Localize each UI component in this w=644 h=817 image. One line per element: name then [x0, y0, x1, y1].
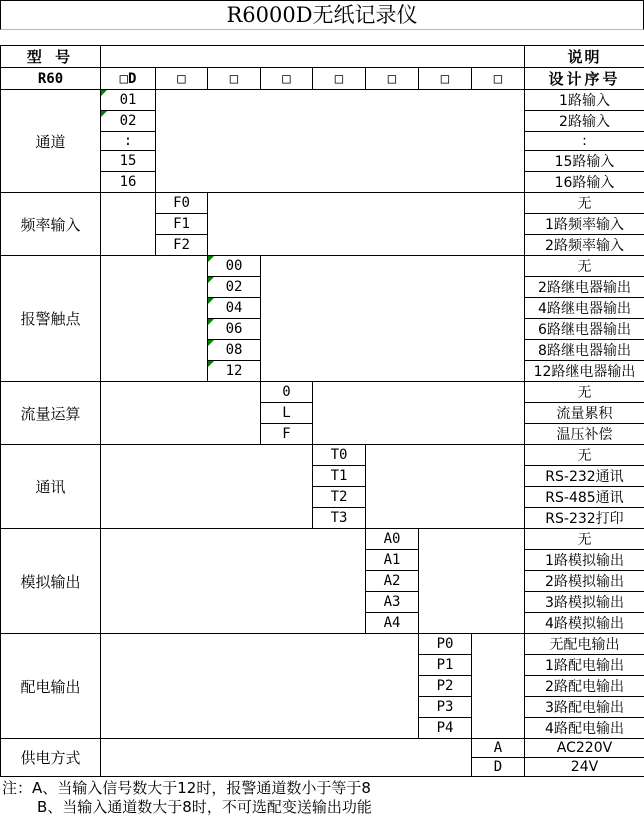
- option-code: F: [261, 424, 313, 445]
- option-code: P2: [419, 676, 472, 697]
- gap-cell: [101, 529, 366, 634]
- option-desc: 2路继电器输出: [525, 277, 644, 298]
- gap-cell: [313, 382, 525, 445]
- model-selection-table: [0, 45, 644, 777]
- option-desc: 3路模拟输出: [525, 592, 644, 613]
- option-code: D: [472, 758, 525, 777]
- description-header-label: 说明: [525, 46, 644, 68]
- option-code: P3: [419, 697, 472, 718]
- option-desc: 2路模拟输出: [525, 571, 644, 592]
- option-desc: 4路配电输出: [525, 718, 644, 739]
- section-label: 报警触点: [1, 256, 101, 382]
- gap-cell: [366, 445, 525, 529]
- option-code: F0: [156, 193, 208, 214]
- option-desc: :: [525, 132, 644, 151]
- option-code: 06: [208, 319, 261, 340]
- option-code: P1: [419, 655, 472, 676]
- section-row: [1, 382, 644, 403]
- option-desc: 流量累积: [525, 403, 644, 424]
- code-placeholder: □D: [101, 68, 156, 90]
- option-desc: 1路模拟输出: [525, 550, 644, 571]
- section-row: [1, 634, 644, 655]
- option-desc: 12路继电器输出: [525, 361, 644, 382]
- option-code: F1: [156, 214, 208, 235]
- option-desc: AC220V: [525, 739, 644, 758]
- model-code-row: [1, 68, 644, 90]
- gap-cell: [101, 634, 419, 739]
- code-placeholder: □: [261, 68, 313, 90]
- option-code: 0: [261, 382, 313, 403]
- option-code: A: [472, 739, 525, 758]
- option-code: A3: [366, 592, 419, 613]
- option-desc: 6路继电器输出: [525, 319, 644, 340]
- option-code: A1: [366, 550, 419, 571]
- option-desc: 15路输入: [525, 151, 644, 172]
- option-desc: RS-232通讯: [525, 466, 644, 487]
- model-header-label: 型 号: [1, 46, 101, 68]
- section-row: [1, 739, 644, 758]
- code-placeholder: □: [419, 68, 472, 90]
- section-row: [1, 529, 644, 550]
- section-label: 流量运算: [1, 382, 101, 445]
- gap-cell: [156, 90, 525, 193]
- option-desc: RS-232打印: [525, 508, 644, 529]
- footnotes: [0, 777, 644, 817]
- option-desc: 2路频率输入: [525, 235, 644, 256]
- option-code: F2: [156, 235, 208, 256]
- option-desc: 4路模拟输出: [525, 613, 644, 634]
- gap-cell: [101, 739, 472, 777]
- option-code: 04: [208, 298, 261, 319]
- section-label: 频率输入: [1, 193, 101, 256]
- option-desc: 1路频率输入: [525, 214, 644, 235]
- option-desc: 1路配电输出: [525, 655, 644, 676]
- document-title: R6000D无纸记录仪: [0, 0, 644, 30]
- title-spacer: [0, 30, 644, 45]
- footnote-a: 注：A、当输入信号数大于12时，报警通道数小于等于8: [0, 779, 644, 798]
- option-code: A2: [366, 571, 419, 592]
- code-placeholder: □: [156, 68, 208, 90]
- section-row: [1, 445, 644, 466]
- design-serial-label: 设计序号: [525, 68, 644, 90]
- gap-cell: [261, 256, 525, 382]
- option-desc: 无: [525, 445, 644, 466]
- option-code: 16: [101, 172, 156, 193]
- option-code: A0: [366, 529, 419, 550]
- code-placeholder: □: [472, 68, 525, 90]
- option-code: L: [261, 403, 313, 424]
- option-desc: 1路输入: [525, 90, 644, 111]
- option-code: T3: [313, 508, 366, 529]
- section-row: [1, 256, 644, 277]
- gap-cell: [101, 193, 156, 256]
- gap-cell: [101, 256, 208, 382]
- section-row: [1, 193, 644, 214]
- gap-cell: [419, 529, 525, 634]
- option-desc: 24V: [525, 758, 644, 777]
- option-desc: RS-485通讯: [525, 487, 644, 508]
- option-code: 08: [208, 340, 261, 361]
- option-desc: 无: [525, 256, 644, 277]
- option-desc: 无配电输出: [525, 634, 644, 655]
- gap-cell: [101, 445, 313, 529]
- option-code: T0: [313, 445, 366, 466]
- code-placeholder: □: [208, 68, 261, 90]
- option-desc: 16路输入: [525, 172, 644, 193]
- option-code: T1: [313, 466, 366, 487]
- section-label: 通道: [1, 90, 101, 193]
- option-code: 01: [101, 90, 156, 111]
- option-code: 02: [208, 277, 261, 298]
- option-desc: 无: [525, 529, 644, 550]
- table-header-row: [1, 46, 644, 68]
- option-code: A4: [366, 613, 419, 634]
- option-code: 00: [208, 256, 261, 277]
- gap-cell: [101, 382, 261, 445]
- option-desc: 4路继电器输出: [525, 298, 644, 319]
- gap-cell: [472, 634, 525, 739]
- option-desc: 2路输入: [525, 111, 644, 132]
- option-desc: 无: [525, 382, 644, 403]
- section-row: [1, 90, 644, 111]
- gap-cell: [208, 193, 525, 256]
- option-desc: 无: [525, 193, 644, 214]
- option-code: 02: [101, 111, 156, 132]
- code-placeholder: □: [313, 68, 366, 90]
- option-code: T2: [313, 487, 366, 508]
- option-desc: 3路配电输出: [525, 697, 644, 718]
- header-gap-cell: [101, 46, 525, 68]
- option-code: P0: [419, 634, 472, 655]
- option-code: 15: [101, 151, 156, 172]
- option-code: 12: [208, 361, 261, 382]
- section-label: 通讯: [1, 445, 101, 529]
- option-desc: 8路继电器输出: [525, 340, 644, 361]
- section-label: 模拟输出: [1, 529, 101, 634]
- code-placeholder: □: [366, 68, 419, 90]
- option-desc: 2路配电输出: [525, 676, 644, 697]
- option-code: :: [101, 132, 156, 151]
- section-label: 供电方式: [1, 739, 101, 777]
- option-code: P4: [419, 718, 472, 739]
- model-code: R60: [1, 68, 101, 90]
- footnote-b: B、当输入通道数大于8时，不可选配变送输出功能: [0, 798, 644, 817]
- section-label: 配电输出: [1, 634, 101, 739]
- option-desc: 温压补偿: [525, 424, 644, 445]
